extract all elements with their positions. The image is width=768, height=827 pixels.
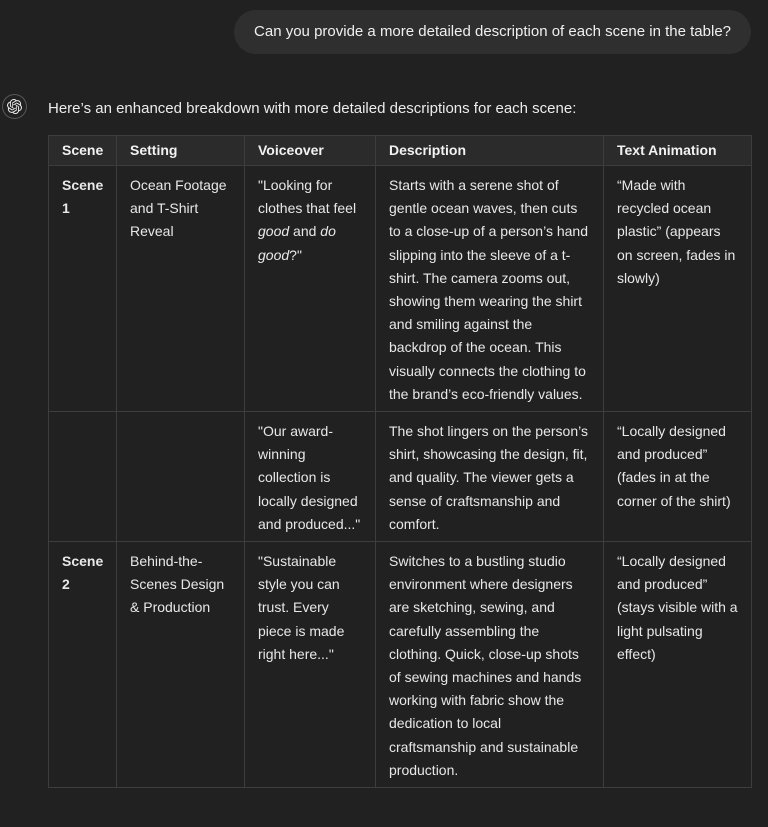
text-animation-cell: “Locally designed and produced” (stays visible with a light pulsating effect) (604, 542, 752, 788)
text-animation-cell: “Made with recycled ocean plastic” (appears on screen, fades in slowly) (604, 166, 752, 412)
setting-cell: Ocean Footage and T-Shirt Reveal (117, 166, 245, 412)
setting-cell: Behind-the-Scenes Design & Production (117, 542, 245, 788)
scene-cell (49, 412, 117, 542)
text-animation-cell: “Locally designed and produced” (fades in at the corner of the shirt) (604, 412, 752, 542)
scene-cell: Scene 2 (49, 542, 117, 788)
description-cell: Switches to a bustling studio environment where designers are sketching, sewing, and carefully assembling the clothing. Quick, close-up shots of sewing machines and hands working with fabric show the dedication to local craftsmanship and sustainable production. (376, 542, 604, 788)
table-row (49, 166, 752, 412)
column-header-voiceover: Voiceover (245, 136, 376, 166)
user-message-bubble: Can you provide a more detailed description of each scene in the table? (234, 10, 751, 54)
description-cell: Starts with a serene shot of gentle ocean waves, then cuts to a close-up of a person’s hand slipping into the sleeve of a t-shirt. The camera zooms out, showing them wearing the shirt and smiling against the backdrop of the ocean. This visually connects the clothing to the brand’s eco-friendly values. (376, 166, 604, 412)
scene-table-body (49, 166, 752, 788)
column-header-setting: Setting (117, 136, 245, 166)
assistant-avatar (2, 94, 27, 119)
description-cell: The shot lingers on the person’s shirt, showcasing the design, fit, and quality. The viewer gets a sense of craftsmanship and comfort. (376, 412, 604, 542)
scene-cell: Scene 1 (49, 166, 117, 412)
column-header-description: Description (376, 136, 604, 166)
voiceover-cell: "Sustainable style you can trust. Every piece is made right here..." (245, 542, 376, 788)
assistant-message-row (0, 94, 768, 120)
voiceover-cell: "Our award-winning collection is locally designed and produced..." (245, 412, 376, 542)
voiceover-cell: "Looking for clothes that feel good and do good?" (245, 166, 376, 412)
column-header-text-animation: Text Animation (604, 136, 752, 166)
table-header-row (49, 136, 752, 166)
setting-cell (117, 412, 245, 542)
user-message-row (0, 0, 768, 54)
table-row (49, 412, 752, 542)
scene-table (48, 135, 752, 788)
column-header-scene: Scene (49, 136, 117, 166)
table-row (49, 542, 752, 788)
assistant-intro-text: Here’s an enhanced breakdown with more detailed descriptions for each scene: (48, 100, 577, 117)
openai-logo-icon (7, 99, 22, 114)
scene-table-container (48, 135, 751, 788)
